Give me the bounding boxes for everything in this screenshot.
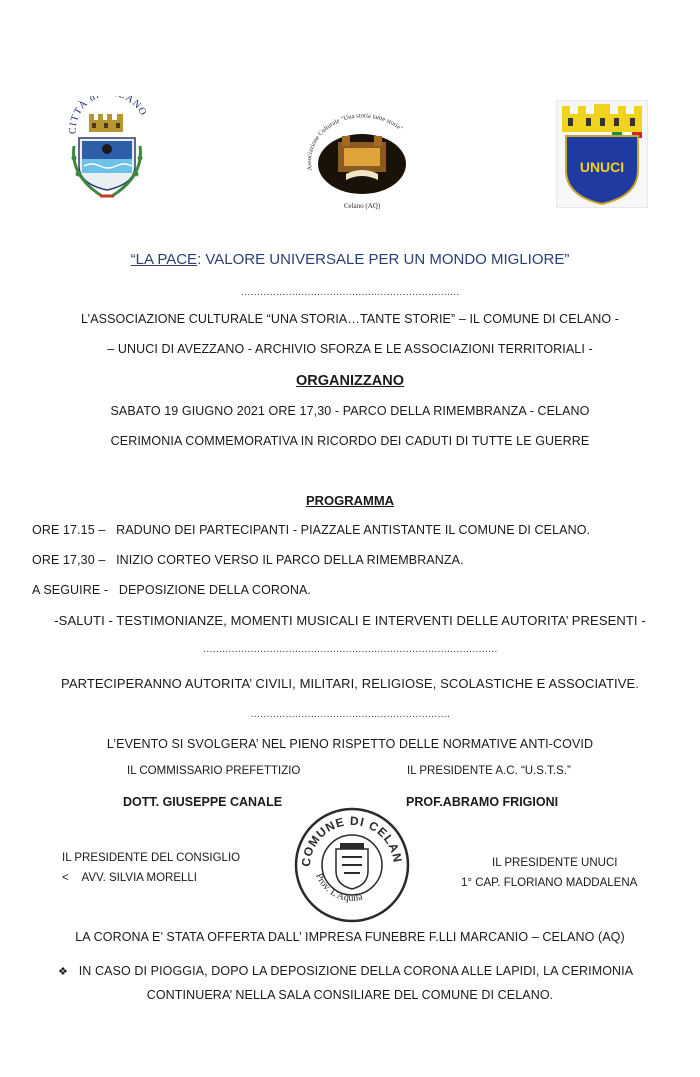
program-item: [32, 553, 464, 567]
stamp-top-text: COMUNE DI CELAN: [298, 813, 405, 868]
association-logo: [292, 108, 432, 218]
consiglio-name-line: [62, 872, 197, 884]
president-ac-role: IL PRESIDENTE A.C. “U.S.T.S.”: [407, 765, 571, 777]
rain-line-2: CONTINUERA’ NELLA SALA CONSILIARE DEL COMUNE DI CELANO.: [146, 988, 554, 1002]
divider-2: …………………………………………………………………………………: [202, 644, 498, 655]
consiglio-role: IL PRESIDENTE DEL CONSIGLIO: [62, 852, 241, 864]
program-item-time: A SEGUIRE -: [32, 583, 109, 597]
unuci-logo-text: UNUCI: [579, 159, 625, 175]
unuci-role: IL PRESIDENTE UNUCI: [492, 857, 618, 869]
organizers-line-1: L’ASSOCIAZIONE CULTURALE “UNA STORIA…TANTE STORIE” – IL COMUNE DI CELANO -: [80, 312, 620, 326]
commissario-role: IL COMMISSARIO PREFETTIZIO: [127, 765, 301, 777]
comune-stamp: [292, 805, 412, 925]
consiglio-name: AVV. SILVIA MORELLI: [81, 872, 197, 884]
event-title-suffix: : VALORE UNIVERSALE PER UN MONDO MIGLIORE”: [197, 251, 570, 268]
consiglio-bullet: <: [62, 872, 69, 884]
organizers-line-2: – UNUCI DI AVEZZANO - ARCHIVIO SFORZA E LE ASSOCIAZIONI TERRITORIALI -: [107, 342, 593, 356]
celano-city-logo: [62, 96, 152, 211]
program-item-text: RADUNO DEI PARTECIPANTI - PIAZZALE ANTISTANTE IL COMUNE DI CELANO.: [116, 523, 591, 537]
corona-line: LA CORONA E’ STATA OFFERTA DALL’ IMPRESA FUNEBRE F.LLI MARCANIO – CELANO (AQ): [75, 930, 625, 944]
event-title: [0, 251, 700, 268]
event-title-prefix: “LA PACE: [130, 251, 198, 268]
svg-text:COMUNE DI CELANO: [292, 805, 405, 867]
organizzano-heading: ORGANIZZANO: [296, 373, 404, 389]
association-logo-bottom-text: Celano (AQ): [343, 202, 381, 210]
city-logo-text: CITTÀ d ANO: [67, 96, 149, 135]
program-item: [32, 583, 311, 597]
programma-heading: PROGRAMMA: [305, 493, 395, 508]
covid-line: L’EVENTO SI SVOLGERA’ NEL PIENO RISPETTO DELLE NORMATIVE ANTI-COVID: [106, 737, 594, 751]
unuci-name: 1° CAP. FLORIANO MADDALENA: [461, 877, 638, 889]
date-line: SABATO 19 GIUGNO 2021 ORE 17,30 - PARCO DELLA RIMEMBRANZA - CELANO: [110, 404, 590, 418]
rain-line-1: [58, 964, 633, 978]
association-logo-arc-text: Associazione Culturale "Una storia tante storie": [305, 112, 404, 171]
commissario-name: DOTT. GIUSEPPE CANALE: [123, 795, 283, 809]
rain-text-1: IN CASO DI PIOGGIA, DOPO LA DEPOSIZIONE DELLA CORONA ALLE LAPIDI, LA CERIMONIA: [78, 964, 634, 978]
ceremony-line: CERIMONIA COMMEMORATIVA IN RICORDO DEI CADUTI DI TUTTE LE GUERRE: [110, 434, 590, 448]
divider-3: ………………………………………………………: [250, 709, 450, 720]
authorities-line: PARTECIPERANNO AUTORITA’ CIVILI, MILITARI, RELIGIOSE, SCOLASTICHE E ASSOCIATIVE.: [61, 676, 639, 691]
president-ac-name: PROF.ABRAMO FRIGIONI: [406, 795, 559, 809]
unuci-logo: [556, 100, 648, 208]
program-item-time: ORE 17,30 –: [32, 553, 106, 567]
program-item-time: ORE 17.15 –: [32, 523, 106, 537]
rain-bullet: ❖: [58, 966, 68, 978]
program-item-text: DEPOSIZIONE DELLA CORONA.: [118, 583, 311, 597]
saluti-line: -SALUTI - TESTIMONIANZE, MOMENTI MUSICALI E INTERVENTI DELLE AUTORITA’ PRESENTI -: [54, 613, 646, 628]
divider-1: ……………………………………………………………: [240, 287, 460, 298]
stamp-bottom-text: Prov. L'Aquila: [313, 871, 364, 904]
program-item-text: INIZIO CORTEO VERSO IL PARCO DELLA RIMEMBRANZA.: [116, 553, 464, 567]
program-item: [32, 523, 590, 537]
